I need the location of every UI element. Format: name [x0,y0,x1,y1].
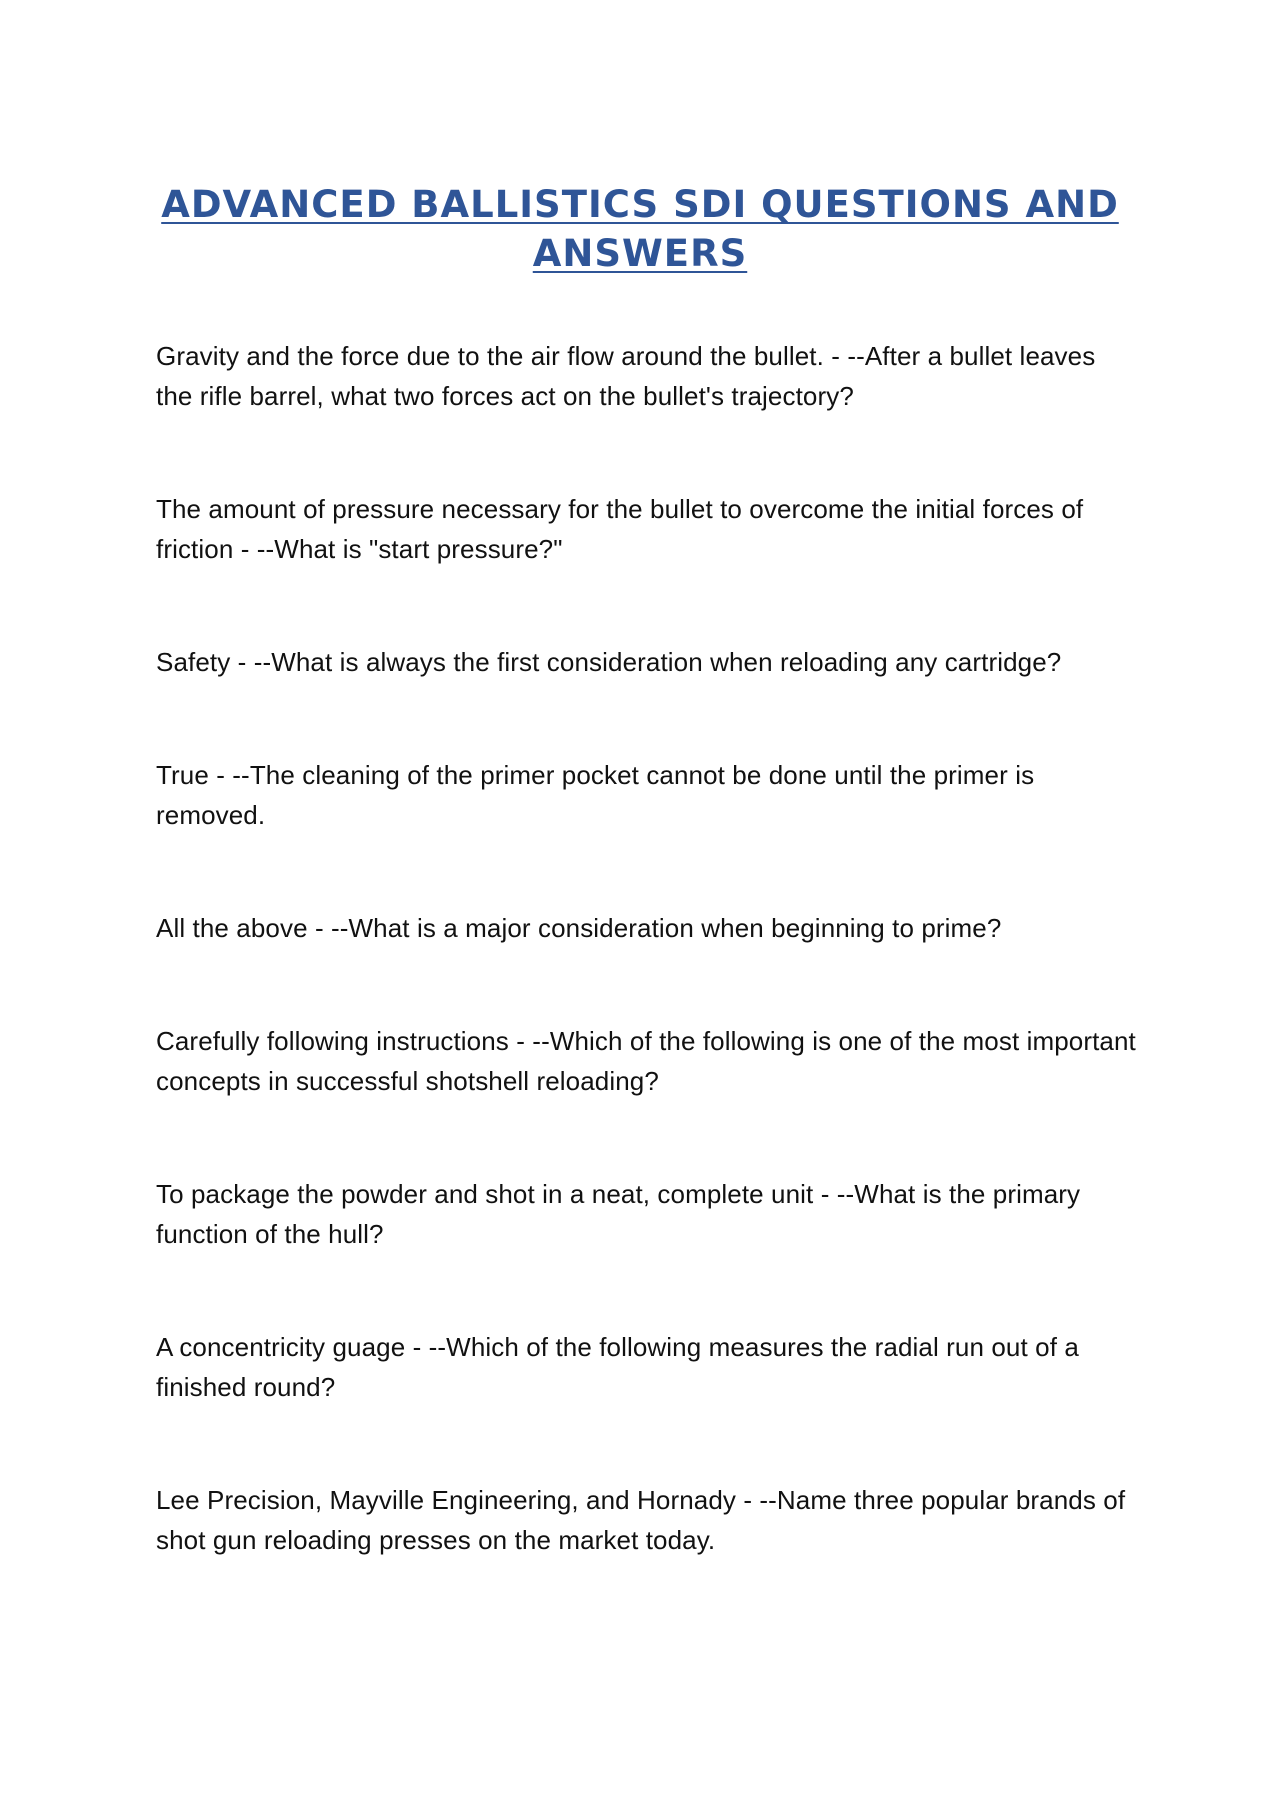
qa-item: Safety - --What is always the first consideration when reloading any cartridge? [156,647,1062,677]
qa-item: A concentricity guage - --Which of the following measures the radial run out of a finished round? [156,1332,1079,1402]
qa-list [156,336,1136,1633]
qa-item: All the above - --What is a major consideration when beginning to prime? [156,913,1002,943]
qa-item: To package the powder and shot in a neat, complete unit - --What is the primary function of the hull? [156,1179,1081,1249]
document-title: ADVANCED BALLISTICS SDI QUESTIONS AND ANSWERS [161,183,1119,275]
qa-item: True - --The cleaning of the primer pocket cannot be done until the primer is removed. [156,760,1035,830]
qa-item: Lee Precision, Mayville Engineering, and Hornady - --Name three popular brands of shot gun reloading presses on the market today. [156,1485,1126,1555]
qa-item: The amount of pressure necessary for the bullet to overcome the initial forces of friction - --What is "start pressure?" [156,494,1084,564]
qa-item: Carefully following instructions - --Which of the following is one of the most important concepts in successful shotshell reloading? [156,1026,1136,1096]
qa-item: Gravity and the force due to the air flow around the bullet. - --After a bullet leaves the rifle barrel, what two forces act on the bullet's trajectory? [156,341,1096,411]
